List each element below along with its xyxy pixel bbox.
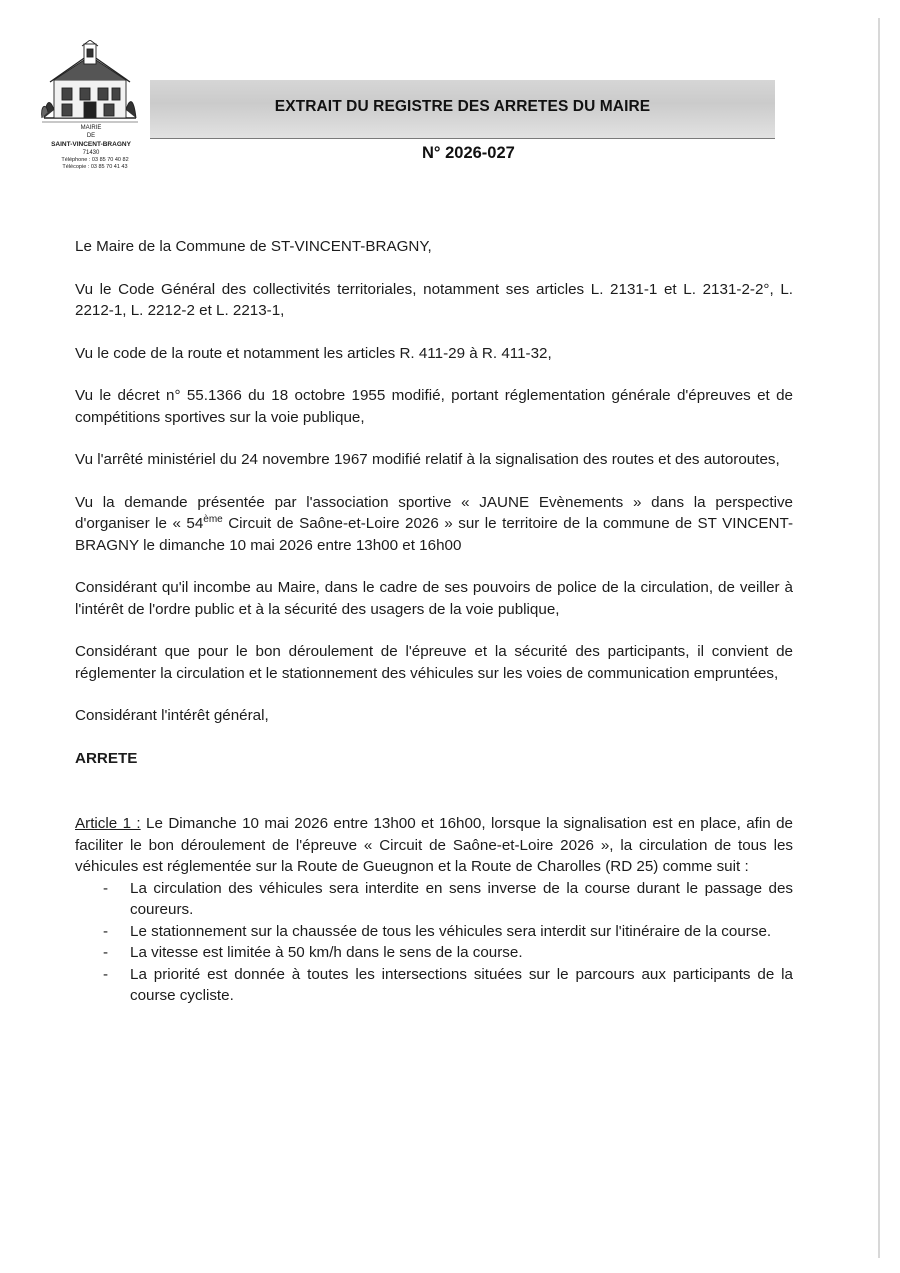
crest-de: DE <box>86 133 96 139</box>
arrete-heading: ARRETE <box>75 749 138 767</box>
list-item: - La vitesse est limitée à 50 km/h dans le sens de la course. <box>75 942 793 964</box>
document-title: EXTRAIT DU REGISTRE DES ARRETES DU MAIRE <box>274 98 651 115</box>
crest-commune: SAINT-VINCENT-BRAGNY <box>51 141 131 148</box>
vu-paragraph: Vu le code de la route et notamment les articles R. 411-29 à R. 411-32, <box>75 344 552 362</box>
header-banner <box>150 80 775 139</box>
intro-paragraph: Le Maire de la Commune de ST-VINCENT-BRAGNY, <box>75 238 432 255</box>
article-1-text: Le Dimanche 10 mai 2026 entre 13h00 et 16h00, lorsque la signalisation est en place, afin de faciliter le bon déroulement de l'épreuve « Circuit de Saône-et-Loire 2026 », la circulation de tous les véhicules est réglementée sur la Route de Gueugnon et la Route de Charolles (RD 25) comme suit : <box>75 815 793 875</box>
crest-telecopie: Télécopie : 03 85 70 41 43 <box>62 164 128 170</box>
list-item: - Le stationnement sur la chaussée de tous les véhicules sera interdit sur l'itinéraire de la course. <box>75 921 793 943</box>
considerant-paragraph: Considérant l'intérêt général, <box>75 707 269 724</box>
document-body <box>75 236 793 1007</box>
demande-text-2: Circuit de Saône-et-Loire 2026 » sur le territoire de la commune de ST VINCENT-BRAGNY le dimanche 10 mai 2026 entre 13h00 et 16h00 <box>75 515 793 554</box>
considerant-paragraph: Considérant que pour le bon déroulement de l'épreuve et la sécurité des participants, il convient de réglementer la circulation et le stationnement des véhicules sur les voies de communication empruntées, <box>75 643 793 682</box>
town-hall-drawing-icon <box>40 40 140 124</box>
list-item: - La circulation des véhicules sera interdite en sens inverse de la course durant le passage des coureurs. <box>75 878 793 921</box>
superscript-eme: ème <box>203 513 223 525</box>
article-1-paragraph <box>75 813 793 878</box>
demande-paragraph <box>75 492 793 557</box>
article-1-title: Article 1 : <box>75 815 141 832</box>
arrete-number: N° 2026-027 <box>422 144 515 162</box>
considerant-paragraph: Considérant qu'il incombe au Maire, dans le cadre de ses pouvoirs de police de la circulation, de veiller à l'intérêt de l'ordre public et à la sécurité des usagers de la voie publique, <box>75 579 793 618</box>
crest-mairie: MAIRIE <box>80 125 102 131</box>
list-item: - La priorité est donnée à toutes les intersections situées sur le parcours aux participants de la course cycliste. <box>75 964 793 1007</box>
article-1-list <box>75 878 793 1007</box>
vu-paragraph: Vu le décret n° 55.1366 du 18 octobre 1955 modifié, portant réglementation générale d'épreuves et de compétitions sportives sur la voie publique, <box>75 387 793 426</box>
vu-paragraph: Vu l'arrêté ministériel du 24 novembre 1967 modifié relatif à la signalisation des routes et des autoroutes, <box>75 451 780 468</box>
crest-telephone: Téléphone : 03 85 70 40 82 <box>61 157 129 163</box>
crest-postcode: 71430 <box>82 150 100 156</box>
demande-text-1: Vu la demande présentée par l'association sportive « JAUNE Evènements » dans la perspective d'organiser le « 54 <box>75 493 793 532</box>
mairie-crest <box>36 40 146 171</box>
page-edge-line <box>878 18 880 1258</box>
vu-paragraph: Vu le Code Général des collectivités territoriales, notamment ses articles L. 2131-1 et L. 2131-2-2°, L. 2212-1, L. 2212-2 et L. 2213-1, <box>75 280 793 319</box>
